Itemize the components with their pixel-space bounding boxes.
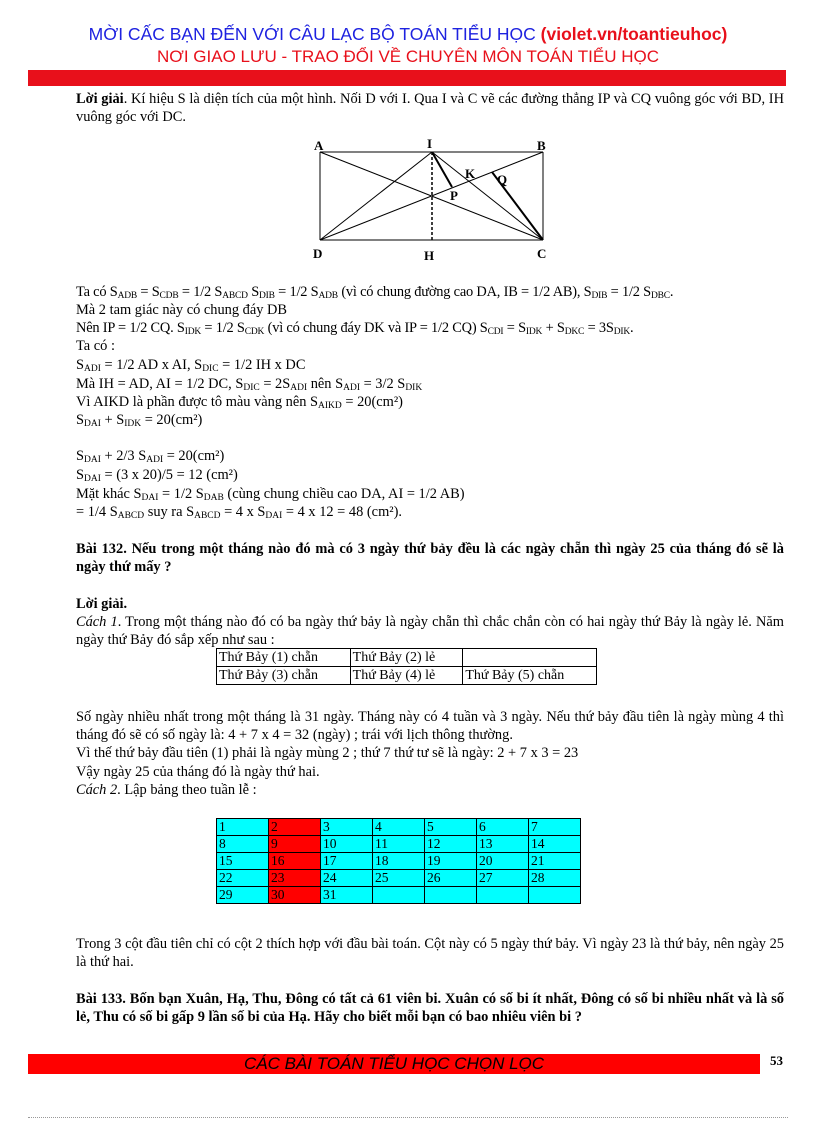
line-11: Mặt khác $S_{DAI} = 1/2$ $S_{DAB}$ (cùng chung chiều cao DA, AI = 1/2 AB) bbox=[76, 486, 465, 503]
line-1: Ta có $S_{ADB} = S_{CDB} = 1/2$ $S_{ABCD}$ $S_{DIB} = 1/2$ $S_{ADB}$ (vì có chung đường cao DA, IB = 1/2 AB), $S_{DIB} = 1/2$ $S_{DBC}$. bbox=[76, 284, 674, 301]
problem-133: Bài 133. Bốn bạn Xuân, Hạ, Thu, Đông có tất cả 61 viên bi. Xuân có số bi ít nhất, Đông có số bi nhiều nhất và là số lẻ, Thu có số bi gấp 9 lần số bi của Hạ. Hãy cho biết mỗi bạn có bao nhiêu viên bi ? bbox=[76, 991, 784, 1025]
table-cell: 22 bbox=[217, 870, 269, 887]
solution-title: Lời giải. bbox=[76, 596, 128, 612]
table-cell: Thứ Bảy (4) lẻ bbox=[350, 667, 463, 685]
table-cell: Thứ Bảy (3) chẵn bbox=[217, 667, 351, 685]
table-row bbox=[217, 819, 581, 836]
table-cell: 24 bbox=[321, 870, 373, 887]
page-divider bbox=[28, 1117, 788, 1118]
table-cell: 5 bbox=[425, 819, 477, 836]
page-number: 53 bbox=[770, 1053, 783, 1068]
table-cell: 15 bbox=[217, 853, 269, 870]
table-cell: 26 bbox=[425, 870, 477, 887]
line-2: Mà 2 tam giác này có chung đáy DB bbox=[76, 302, 288, 318]
label-k: K bbox=[465, 166, 476, 181]
geometry-figure bbox=[305, 132, 575, 267]
label-h: H bbox=[424, 248, 435, 263]
label-a: A bbox=[314, 138, 324, 153]
calendar-table bbox=[216, 818, 581, 904]
table-cell: 31 bbox=[321, 887, 373, 904]
label-d: D bbox=[313, 246, 323, 261]
table-cell bbox=[477, 887, 529, 904]
label-q: Q bbox=[497, 172, 508, 187]
table-cell-highlight: 16 bbox=[269, 853, 321, 870]
table-cell-highlight: 30 bbox=[269, 887, 321, 904]
table-row bbox=[217, 667, 597, 685]
table-cell: 10 bbox=[321, 836, 373, 853]
table-cell: 14 bbox=[529, 836, 581, 853]
line-6: Mà IH = AD, AI = 1/2 DC, $S_{DIC} = 2S_{ADI}$ nên $S_{ADI} = 3/2$ $S_{DIK}$ bbox=[76, 376, 423, 393]
table-cell: 29 bbox=[217, 887, 269, 904]
table-cell: 7 bbox=[529, 819, 581, 836]
table-cell: 13 bbox=[477, 836, 529, 853]
label-p: P bbox=[450, 188, 458, 203]
line-10: $S_{DAI} = (3$ x 20)/5 = 12 (cm²) bbox=[76, 467, 238, 484]
table-cell: 20 bbox=[477, 853, 529, 870]
table-cell: 18 bbox=[373, 853, 425, 870]
table-cell bbox=[463, 649, 597, 667]
footer-title: CÁC BÀI TOÁN TIỂU HỌC CHỌN LỌC bbox=[28, 1054, 760, 1074]
table-cell: 12 bbox=[425, 836, 477, 853]
paragraph-2: Vì thế thứ bảy đầu tiên (1) phải là ngày mùng 2 ; thứ 7 thứ tư sẽ là ngày: 2 + 7 x 3 = 23 bbox=[76, 745, 579, 761]
line-7: Vì AIKD là phần được tô màu vàng nên $S_{AIKD} = 20(cm^2)$ bbox=[76, 394, 403, 411]
header-subtitle: NƠI GIAO LƯU - TRAO ĐỔI VỀ CHUYÊN MÔN TOÁN TIỂU HỌC bbox=[156, 47, 659, 66]
table-cell: 6 bbox=[477, 819, 529, 836]
table-cell: Thứ Bảy (1) chẵn bbox=[217, 649, 351, 667]
problem-132: Bài 132. Nếu trong một tháng nào đó mà có 3 ngày thứ bảy đều là các ngày chẵn thì ngày 25 của tháng đó sẽ là ngày thứ mấy ? bbox=[76, 541, 784, 575]
line-8: $S_{DAI} + S_{IDK} = 20(cm^2)$ bbox=[76, 412, 203, 429]
table-cell: 17 bbox=[321, 853, 373, 870]
line-4: Ta có : bbox=[76, 338, 115, 354]
method-1: Cách 1. Trong một tháng nào đó có ba ngày thứ bảy là ngày chẵn thì chắc chắn còn có hai ngày thứ Bảy là ngày lẻ. Năm ngày thứ Bảy đó sắp xếp như sau : bbox=[76, 614, 784, 648]
paragraph-4: Trong 3 cột đầu tiên chỉ có cột 2 thích hợp với đầu bài toán. Cột này có 5 ngày thứ bảy. Vì ngày 23 là thứ bảy, nên ngày 25 là thứ hai. bbox=[76, 936, 784, 970]
table-cell: 1 bbox=[217, 819, 269, 836]
table-row bbox=[217, 836, 581, 853]
paragraph-3: Vậy ngày 25 của tháng đó là ngày thứ hai. bbox=[76, 764, 320, 780]
table-cell-highlight: 2 bbox=[269, 819, 321, 836]
table-row bbox=[217, 870, 581, 887]
header-link[interactable]: (violet.vn/toantieuhoc) bbox=[540, 24, 728, 44]
header-red-bar bbox=[28, 70, 786, 86]
line-9: $S_{DAI} + 2/3$ $S_{ADI} = 20(cm^2)$ bbox=[76, 448, 225, 465]
table-cell: 11 bbox=[373, 836, 425, 853]
saturday-table bbox=[216, 648, 597, 685]
label-i: I bbox=[427, 136, 433, 151]
table-cell: Thứ Bảy (5) chẵn bbox=[463, 667, 597, 685]
table-cell-highlight: 9 bbox=[269, 836, 321, 853]
header-title bbox=[0, 24, 816, 45]
table-row bbox=[217, 649, 597, 667]
line-5: $S_{ADI} = 1/2$ AD x AI, $S_{DIC} = 1/2$ IH x DC bbox=[76, 357, 306, 374]
label-b: B bbox=[537, 138, 546, 153]
header-club-name: MỜI CẤC BẠN ĐẾN VỚI CÂU LẠC BỘ TOÁN TIỂU HỌC bbox=[88, 24, 541, 44]
table-cell: 3 bbox=[321, 819, 373, 836]
line-12: = 1/4 $S_{ABCD}$ suy ra $S_{ABCD} = 4$ x $S_{DAI} = 4$ x 12 = 48 (cm²). bbox=[76, 504, 402, 521]
table-cell-highlight: 23 bbox=[269, 870, 321, 887]
table-cell: 8 bbox=[217, 836, 269, 853]
method-2: Cách 2. Lập bảng theo tuần lễ : bbox=[76, 782, 257, 798]
table-cell: 27 bbox=[477, 870, 529, 887]
table-cell bbox=[425, 887, 477, 904]
table-row bbox=[217, 887, 581, 904]
table-cell bbox=[373, 887, 425, 904]
table-cell: 28 bbox=[529, 870, 581, 887]
label-c: C bbox=[537, 246, 547, 261]
table-cell: 19 bbox=[425, 853, 477, 870]
table-cell bbox=[529, 887, 581, 904]
table-cell: 21 bbox=[529, 853, 581, 870]
line-3: Nên IP = 1/2 CQ. $S_{IDK} = 1/2$ $S_{CDK}$ (vì có chung đáy DK và IP = 1/2 CQ) $S_{CDI} = S_{IDK} + S_{DKC} = 3S_{DIK}$. bbox=[76, 320, 634, 337]
table-cell: 25 bbox=[373, 870, 425, 887]
table-cell: 4 bbox=[373, 819, 425, 836]
table-cell: Thứ Bảy (2) lẻ bbox=[350, 649, 463, 667]
table-row bbox=[217, 853, 581, 870]
solution-intro: Lời giải. Kí hiệu S là diện tích của một hình. Nối D với I. Qua I và C vẽ các đường thẳng IP và CQ vuông góc với BD, IH vuông góc với DC. bbox=[76, 91, 784, 125]
paragraph-1: Số ngày nhiều nhất trong một tháng là 31 ngày. Tháng này có 4 tuần và 3 ngày. Nếu thứ bảy đầu tiên là ngày mùng 4 thì tháng đó sẽ có số ngày là: 4 + 7 x 4 = 32 (ngày) ; trái với lịch thông thường. bbox=[76, 709, 784, 743]
